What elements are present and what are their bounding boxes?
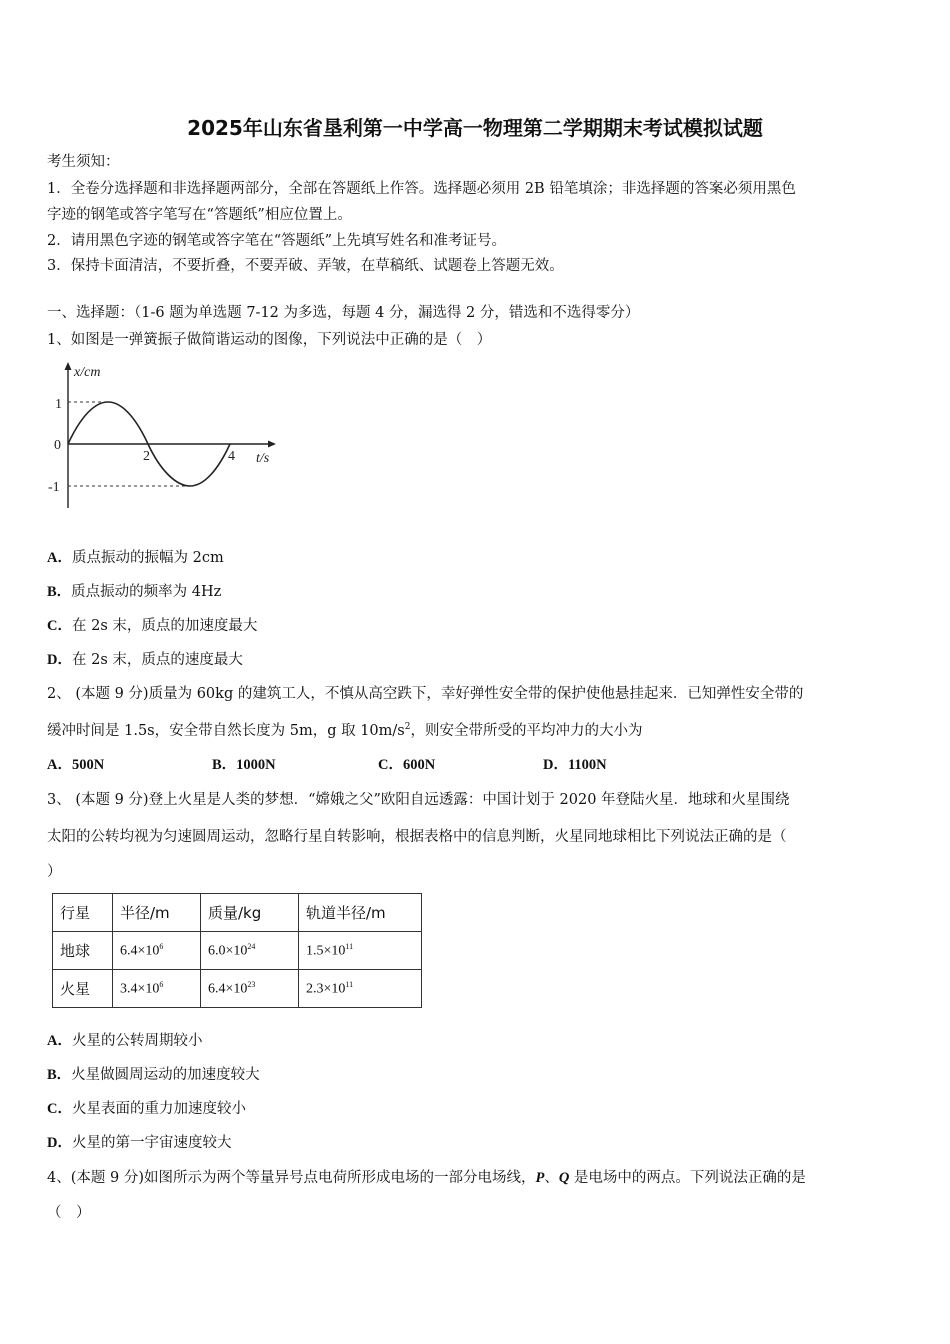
planet-table <box>52 893 422 1008</box>
y-axis-arrow-icon <box>65 362 72 370</box>
q2-option-c[interactable]: C．600N <box>378 757 436 773</box>
page-title: 2025年山东省垦利第一中学高一物理第二学期期末考试模拟试题 <box>187 116 763 140</box>
section-heading: 一、选择题：（1-6 题为单选题 7-12 为多选，每题 4 分，漏选得 2 分，错选和不选得零分） <box>47 305 640 321</box>
x-tick-4: 4 <box>228 449 235 464</box>
q3-option-b[interactable]: B．火星做圆周运动的加速度较大 <box>47 1067 260 1083</box>
x-axis-arrow-icon <box>268 441 276 448</box>
q2-option-b[interactable]: B．1000N <box>212 757 276 773</box>
q3-line-3: ） <box>47 864 62 880</box>
notice-line-1a: 1．全卷分选择题和非选择题两部分，全部在答题纸上作答。选择题必须用 2B 铅笔填涂；非选择题的答案必须用黑色 <box>47 181 796 197</box>
q3-option-d[interactable]: D．火星的第一宇宙速度较大 <box>47 1135 232 1151</box>
x-tick-2: 2 <box>143 449 150 464</box>
planet-name: 地球 <box>53 932 113 970</box>
table-header: 半径/m <box>113 894 201 932</box>
y-tick-1: 1 <box>55 397 62 412</box>
q1-option-c[interactable]: C．在 2s 末，质点的加速度最大 <box>47 618 258 634</box>
table-header: 行星 <box>53 894 113 932</box>
q2-option-a[interactable]: A．500N <box>47 757 105 773</box>
notice-line-1b: 字迹的钢笔或答字笔写在“答题纸”相应位置上。 <box>47 207 352 223</box>
radius-cell: $3.4\times 10^6$ <box>113 970 201 1008</box>
y-axis-label: x/cm <box>74 365 101 380</box>
x-axis-label: t/s <box>256 451 270 466</box>
q3-option-c[interactable]: C．火星表面的重力加速度较小 <box>47 1101 246 1117</box>
y-tick-0: 0 <box>54 438 61 453</box>
shm-graph <box>48 358 288 518</box>
q3-option-a[interactable]: A．火星的公转周期较小 <box>47 1033 203 1049</box>
q1-stem: 1、如图是一弹簧振子做简谐运动的图像，下列说法中正确的是（ ） <box>47 332 492 348</box>
notice-heading: 考生须知： <box>47 154 120 170</box>
q3-line-2: 太阳的公转均视为匀速圆周运动，忽略行星自转影响，根据表格中的信息判断，火星同地球相比下列说法正确的是（ <box>47 829 787 845</box>
orbit-cell: $1.5\times 10^{11}$ <box>299 932 422 970</box>
notice-line-3: 3．保持卡面清洁，不要折叠，不要弄破、弄皱，在草稿纸、试题卷上答题无效。 <box>47 258 564 274</box>
y-tick-neg1: -1 <box>48 480 60 495</box>
table-row <box>53 970 422 1008</box>
q2-line-1: 2、 (本题 9 分)质量为 60kg 的建筑工人，不慎从高空跌下，幸好弹性安全带的保护使他悬挂起来．已知弹性安全带的 <box>47 686 804 702</box>
table-header: 轨道半径/m <box>299 894 422 932</box>
q4-line-1: 4、(本题 9 分)如图所示为两个等量异号点电荷所形成电场的一部分电场线，P、Q 是电场中的两点。下列说法正确的是 <box>47 1170 806 1186</box>
q3-line-1: 3、 (本题 9 分)登上火星是人类的梦想．“嫦娥之父”欧阳自远透露：中国计划于 2020 年登陆火星．地球和火星围绕 <box>47 792 790 808</box>
planet-name: 火星 <box>53 970 113 1008</box>
q2-line-2: 缓冲时间是 1.5s，安全带自然长度为 5m，g 取 $10m/s^2$，则安全带所受的平均冲力的大小为 <box>47 722 643 739</box>
q1-option-b[interactable]: B．质点振动的频率为 4Hz <box>47 584 222 600</box>
q4-line-2: （ ） <box>47 1205 91 1221</box>
orbit-cell: $2.3\times 10^{11}$ <box>299 970 422 1008</box>
table-header: 质量/kg <box>201 894 299 932</box>
notice-line-2: 2．请用黑色字迹的钢笔或答字笔在“答题纸”上先填写姓名和准考证号。 <box>47 233 507 249</box>
radius-cell: $6.4\times 10^6$ <box>113 932 201 970</box>
q1-option-a[interactable]: A．质点振动的振幅为 2cm <box>47 550 224 566</box>
table-row <box>53 932 422 970</box>
q1-option-d[interactable]: D．在 2s 末，质点的速度最大 <box>47 652 243 668</box>
mass-cell: $6.0\times 10^{24}$ <box>201 932 299 970</box>
mass-cell: $6.4\times 10^{23}$ <box>201 970 299 1008</box>
table-header-row <box>53 894 422 932</box>
q2-option-d[interactable]: D．1100N <box>543 757 607 773</box>
